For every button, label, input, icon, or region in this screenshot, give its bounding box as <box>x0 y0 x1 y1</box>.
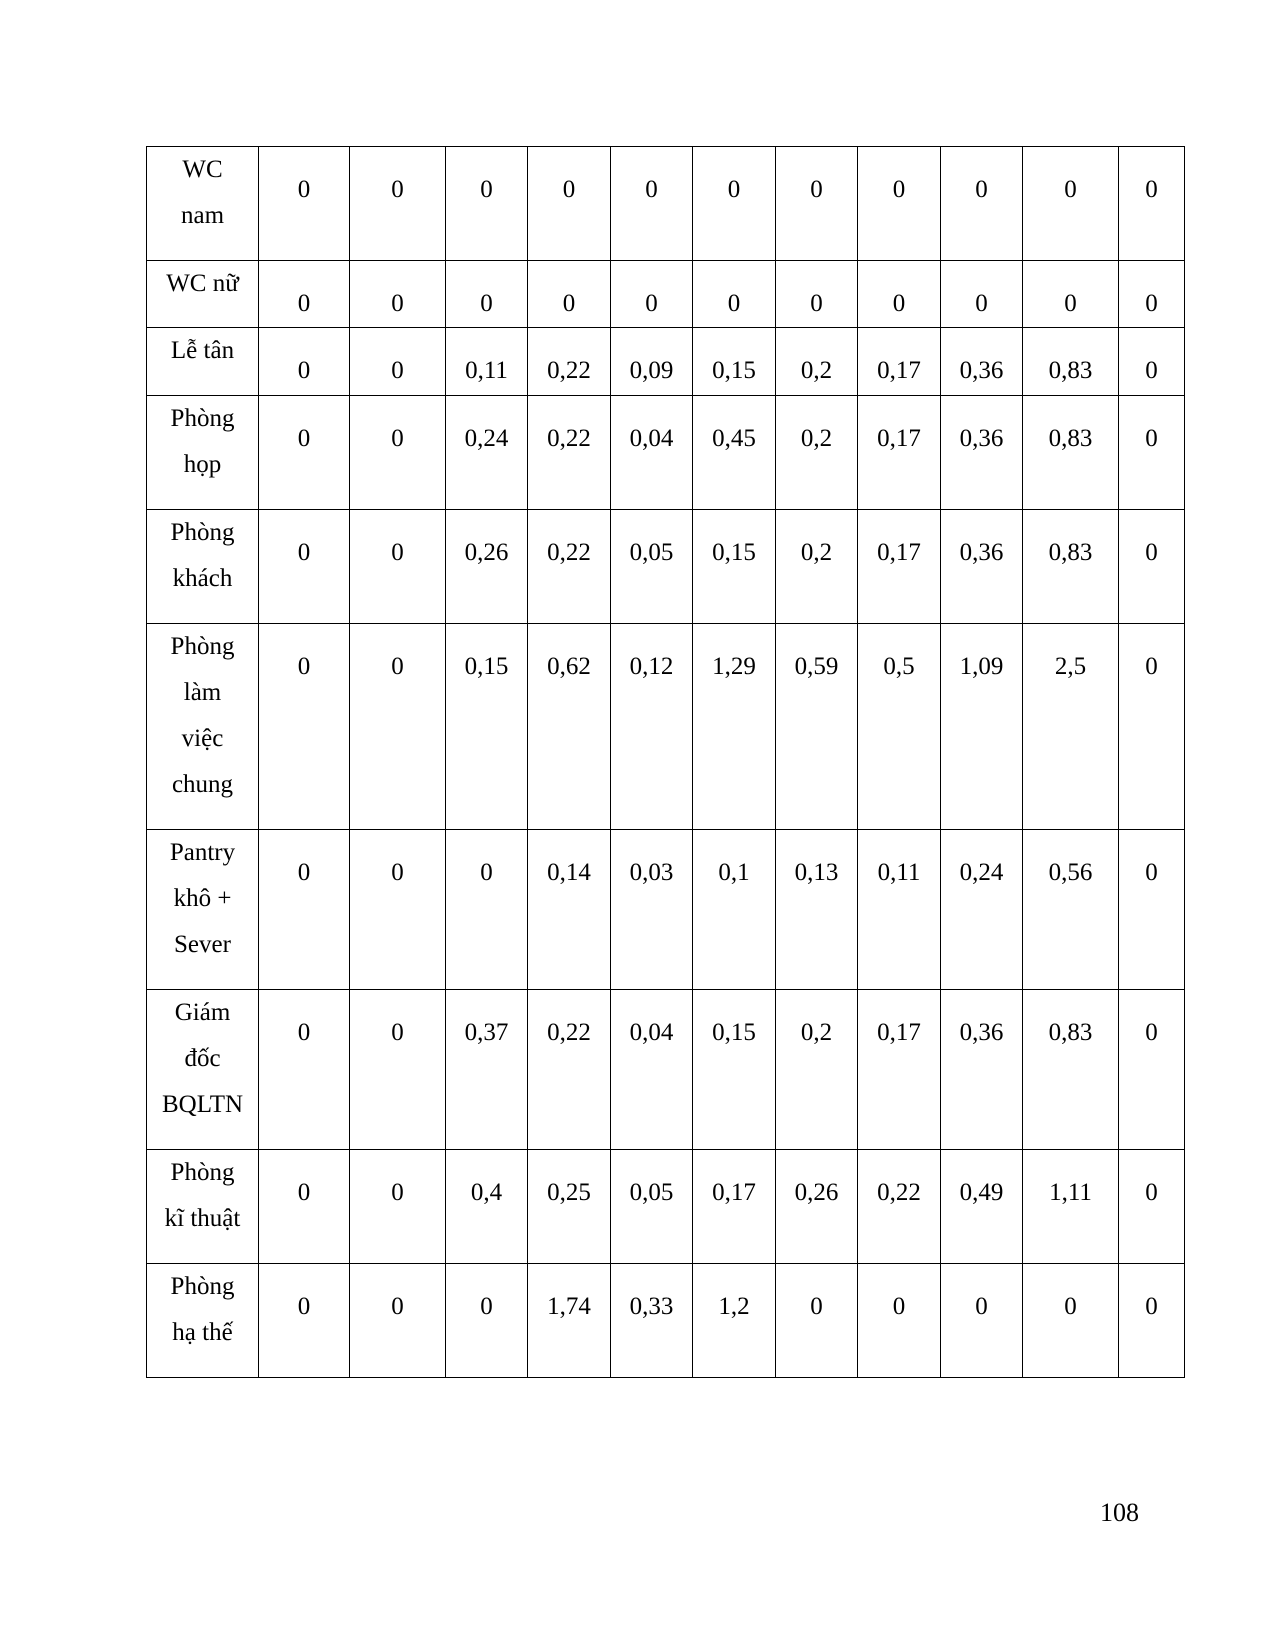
value-cell: 0,83 <box>1023 396 1119 510</box>
row-label-line: khô + <box>173 885 232 912</box>
row-label-cell <box>147 1150 259 1264</box>
table-row <box>147 261 1185 328</box>
table-row <box>147 624 1185 830</box>
value-cell: 0,49 <box>941 1150 1023 1264</box>
value-cell: 0,15 <box>693 990 776 1150</box>
value-cell: 0 <box>858 261 941 328</box>
value-cell: 0 <box>1119 328 1185 396</box>
value-cell: 0,59 <box>776 624 858 830</box>
value-cell: 0 <box>1023 261 1119 328</box>
value-cell: 0,36 <box>941 396 1023 510</box>
table-row <box>147 328 1185 396</box>
value-cell: 0,17 <box>858 990 941 1150</box>
row-label-line: Phòng <box>170 1273 235 1300</box>
value-cell: 0,36 <box>941 328 1023 396</box>
row-label-line: Phòng <box>170 405 235 432</box>
value-cell: 0 <box>776 1264 858 1378</box>
value-cell: 0 <box>259 990 350 1150</box>
value-cell: 0,83 <box>1023 510 1119 624</box>
value-cell: 0,22 <box>528 328 611 396</box>
table-row <box>147 830 1185 990</box>
value-cell: 0 <box>259 510 350 624</box>
value-cell: 0,4 <box>446 1150 528 1264</box>
row-label-line: kĩ thuật <box>164 1205 241 1232</box>
value-cell: 0 <box>350 830 446 990</box>
value-cell: 0,17 <box>858 328 941 396</box>
value-cell: 0 <box>776 261 858 328</box>
value-cell: 0,5 <box>858 624 941 830</box>
value-cell: 0 <box>1119 147 1185 261</box>
value-cell: 0 <box>350 147 446 261</box>
page-number: 108 <box>1100 1498 1139 1527</box>
value-cell: 0,36 <box>941 510 1023 624</box>
value-cell: 0 <box>446 830 528 990</box>
value-cell: 0 <box>350 624 446 830</box>
value-cell: 0 <box>1119 830 1185 990</box>
value-cell: 0 <box>693 261 776 328</box>
row-label-line: làm <box>183 679 222 706</box>
value-cell: 0 <box>446 261 528 328</box>
value-cell: 0 <box>611 261 693 328</box>
value-cell: 0,2 <box>776 328 858 396</box>
value-cell: 0 <box>350 261 446 328</box>
value-cell: 0 <box>350 328 446 396</box>
value-cell: 0 <box>259 328 350 396</box>
value-cell: 0 <box>528 261 611 328</box>
row-label-cell <box>147 396 259 510</box>
value-cell: 0,03 <box>611 830 693 990</box>
table-row <box>147 1264 1185 1378</box>
value-cell: 0 <box>693 147 776 261</box>
row-label-line: hạ thế <box>172 1319 233 1346</box>
row-label-cell <box>147 328 259 396</box>
row-label-line: đốc <box>184 1045 221 1072</box>
row-label-cell <box>147 990 259 1150</box>
value-cell: 0 <box>1023 1264 1119 1378</box>
table-row <box>147 510 1185 624</box>
row-label-line: chung <box>171 771 234 798</box>
value-cell: 0 <box>1119 1264 1185 1378</box>
value-cell: 0,26 <box>446 510 528 624</box>
value-cell: 0,22 <box>858 1150 941 1264</box>
row-label-line: WC nữ <box>166 270 239 297</box>
value-cell: 0,2 <box>776 396 858 510</box>
value-cell: 0,56 <box>1023 830 1119 990</box>
value-cell: 0,17 <box>858 396 941 510</box>
value-cell: 0,04 <box>611 396 693 510</box>
value-cell: 0,22 <box>528 990 611 1150</box>
value-cell: 0 <box>259 261 350 328</box>
table-row <box>147 147 1185 261</box>
value-cell: 0 <box>941 1264 1023 1378</box>
value-cell: 0,26 <box>776 1150 858 1264</box>
value-cell: 1,11 <box>1023 1150 1119 1264</box>
value-cell: 0 <box>528 147 611 261</box>
value-cell: 0,09 <box>611 328 693 396</box>
value-cell: 0 <box>259 1264 350 1378</box>
value-cell: 0 <box>1119 624 1185 830</box>
value-cell: 0 <box>1023 147 1119 261</box>
value-cell: 1,09 <box>941 624 1023 830</box>
value-cell: 0 <box>259 624 350 830</box>
value-cell: 1,2 <box>693 1264 776 1378</box>
row-label-line: họp <box>183 451 222 478</box>
value-cell: 0,12 <box>611 624 693 830</box>
load-table <box>146 146 1185 1378</box>
value-cell: 0 <box>350 396 446 510</box>
value-cell: 0,14 <box>528 830 611 990</box>
value-cell: 0 <box>776 147 858 261</box>
value-cell: 0,15 <box>693 328 776 396</box>
value-cell: 0,05 <box>611 1150 693 1264</box>
value-cell: 0,45 <box>693 396 776 510</box>
row-label-cell <box>147 830 259 990</box>
value-cell: 0 <box>1119 990 1185 1150</box>
row-label-cell <box>147 510 259 624</box>
value-cell: 0 <box>611 147 693 261</box>
value-cell: 0,05 <box>611 510 693 624</box>
value-cell: 0,15 <box>693 510 776 624</box>
table-body <box>147 147 1185 1378</box>
value-cell: 0,37 <box>446 990 528 1150</box>
value-cell: 0,11 <box>858 830 941 990</box>
value-cell: 0,17 <box>693 1150 776 1264</box>
value-cell: 1,29 <box>693 624 776 830</box>
value-cell: 0 <box>1119 396 1185 510</box>
table-row <box>147 990 1185 1150</box>
value-cell: 0,83 <box>1023 990 1119 1150</box>
row-label-line: Phòng <box>170 633 235 660</box>
value-cell: 0,22 <box>528 396 611 510</box>
row-label-line: Phòng <box>170 1159 235 1186</box>
value-cell: 0,24 <box>446 396 528 510</box>
value-cell: 0,17 <box>858 510 941 624</box>
value-cell: 0 <box>446 147 528 261</box>
value-cell: 0 <box>446 1264 528 1378</box>
value-cell: 0 <box>259 830 350 990</box>
row-label-line: BQLTN <box>161 1091 244 1118</box>
value-cell: 0,36 <box>941 990 1023 1150</box>
row-label-line: Phòng <box>170 519 235 546</box>
value-cell: 0,33 <box>611 1264 693 1378</box>
value-cell: 2,5 <box>1023 624 1119 830</box>
value-cell: 0,62 <box>528 624 611 830</box>
value-cell: 0 <box>1119 261 1185 328</box>
row-label-line: khách <box>172 565 233 592</box>
row-label-line: việc <box>181 725 224 752</box>
value-cell: 0,11 <box>446 328 528 396</box>
value-cell: 0 <box>1119 1150 1185 1264</box>
row-label-line: nam <box>180 202 225 229</box>
value-cell: 0,1 <box>693 830 776 990</box>
value-cell: 0 <box>259 1150 350 1264</box>
value-cell: 1,74 <box>528 1264 611 1378</box>
value-cell: 0,2 <box>776 990 858 1150</box>
value-cell: 0 <box>941 147 1023 261</box>
table-row <box>147 396 1185 510</box>
row-label-cell <box>147 624 259 830</box>
value-cell: 0 <box>350 510 446 624</box>
value-cell: 0 <box>941 261 1023 328</box>
value-cell: 0 <box>1119 510 1185 624</box>
value-cell: 0 <box>858 147 941 261</box>
row-label-line: WC <box>182 156 223 183</box>
value-cell: 0 <box>259 147 350 261</box>
table-row <box>147 1150 1185 1264</box>
value-cell: 0 <box>350 1150 446 1264</box>
value-cell: 0,22 <box>528 510 611 624</box>
value-cell: 0 <box>350 1264 446 1378</box>
row-label-line: Lễ tân <box>170 337 235 364</box>
value-cell: 0 <box>858 1264 941 1378</box>
value-cell: 0,13 <box>776 830 858 990</box>
row-label-cell <box>147 261 259 328</box>
value-cell: 0 <box>259 396 350 510</box>
row-label-line: Giám <box>174 999 231 1026</box>
value-cell: 0,04 <box>611 990 693 1150</box>
value-cell: 0,83 <box>1023 328 1119 396</box>
row-label-line: Pantry <box>169 839 236 866</box>
row-label-cell <box>147 1264 259 1378</box>
value-cell: 0,15 <box>446 624 528 830</box>
value-cell: 0,24 <box>941 830 1023 990</box>
row-label-line: Sever <box>174 931 231 958</box>
row-label-cell <box>147 147 259 261</box>
value-cell: 0 <box>350 990 446 1150</box>
value-cell: 0,25 <box>528 1150 611 1264</box>
value-cell: 0,2 <box>776 510 858 624</box>
